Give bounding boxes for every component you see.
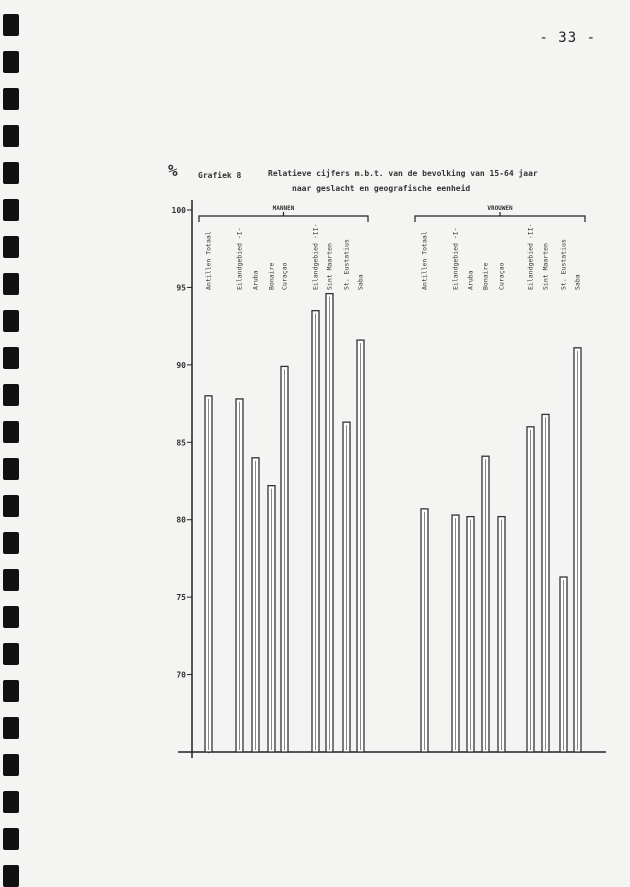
category-label: Bonaire — [267, 262, 276, 290]
category-label: Eilandgebied -I- — [235, 227, 244, 290]
category-label: Antillen Totaal — [420, 231, 429, 290]
bars — [205, 294, 581, 752]
category-labels — [205, 223, 582, 290]
chart-subtitle-line2: naar geslacht en geografische eenheid — [292, 184, 471, 193]
y-tick-label: 70 — [176, 670, 186, 680]
group-bracket — [199, 216, 368, 222]
chart-subtitle-line1: Relatieve cijfers m.b.t. van de bevolking van 15-64 jaar — [268, 169, 538, 178]
category-label: St. Eustatius — [342, 239, 351, 290]
category-label: Sint Maarten — [325, 243, 334, 290]
chart-title: Grafiek 8 — [198, 171, 242, 180]
category-label: Saba — [356, 274, 365, 290]
category-label: St. Eustatius — [559, 239, 568, 290]
group-label: VROUWEN — [487, 205, 513, 212]
y-tick-label: 100 — [171, 206, 186, 215]
category-label: Eilandgebied -II- — [311, 223, 320, 290]
y-tick-label: 75 — [176, 593, 186, 603]
category-label: Bonaire — [481, 262, 490, 290]
y-ticks — [172, 206, 192, 680]
category-label: Curaçao — [280, 262, 289, 290]
group-label: MANNEN — [272, 205, 295, 212]
category-label: Saba — [573, 274, 582, 290]
y-tick-label: 90 — [176, 360, 186, 370]
category-label: Sint Maarten — [541, 243, 550, 290]
category-label: Aruba — [466, 270, 475, 290]
category-label: Eilandgebied -II- — [526, 223, 535, 290]
category-label: Aruba — [251, 270, 260, 290]
category-label: Curaçao — [497, 262, 506, 290]
category-label: Antillen Totaal — [204, 231, 213, 290]
y-tick-label: 80 — [176, 515, 186, 525]
group-bracket — [415, 216, 585, 222]
page-number: - 33 - — [539, 30, 596, 46]
y-tick-label: 85 — [176, 438, 186, 448]
category-label: Eilandgebied -I- — [451, 227, 460, 290]
y-tick-label: 95 — [176, 283, 186, 293]
group-brackets — [199, 205, 585, 222]
y-axis-label: % — [168, 161, 178, 180]
